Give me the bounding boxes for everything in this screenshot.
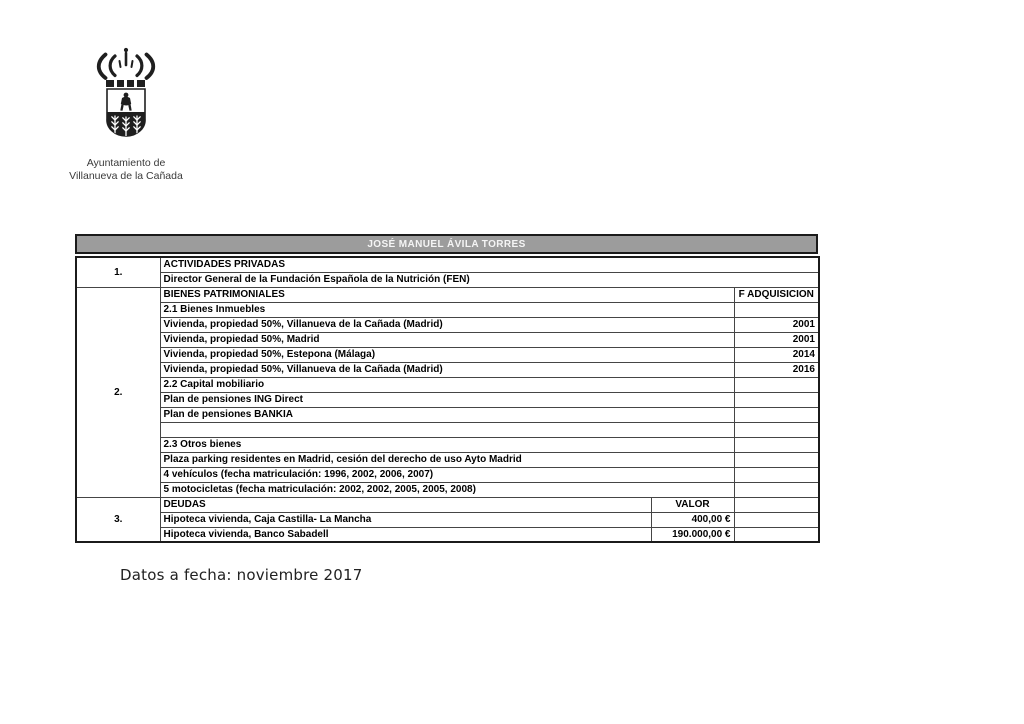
column-header-valor: VALOR (651, 497, 734, 512)
table-title-bar (75, 234, 818, 254)
crown-base (106, 80, 145, 87)
logo-caption (61, 157, 191, 183)
table-row (76, 332, 819, 347)
year-cell (734, 452, 819, 467)
crown-icon (99, 48, 154, 78)
row-text: Vivienda, propiedad 50%, Madrid (160, 332, 734, 347)
table-row (76, 512, 819, 527)
row-text: Plaza parking residentes en Madrid, cesión del derecho de uso Ayto Madrid (160, 452, 734, 467)
row-text: Vivienda, propiedad 50%, Villanueva de la Cañada (Madrid) (160, 317, 734, 332)
row-text: Plan de pensiones ING Direct (160, 392, 734, 407)
column-header-f-adquisicion: F ADQUISICION (734, 287, 819, 302)
table-row (76, 527, 819, 542)
declaration-table-body (75, 256, 820, 543)
row-text: 2.2 Capital mobiliario (160, 377, 734, 392)
row-text: 2.1 Bienes Inmuebles (160, 302, 734, 317)
section-number: 2. (76, 287, 160, 497)
municipal-logo (61, 46, 191, 183)
logo-caption-line2: Villanueva de la Cañada (69, 170, 183, 182)
logo-caption-line1: Ayuntamiento de (86, 157, 166, 169)
year-cell (734, 407, 819, 422)
table-row (76, 287, 819, 302)
year-cell: 2014 (734, 347, 819, 362)
valor-cell: 190.000,00 € (651, 527, 734, 542)
row-text: Vivienda, propiedad 50%, Villanueva de la Cañada (Madrid) (160, 362, 734, 377)
table-row (76, 347, 819, 362)
declaration-table (75, 234, 818, 543)
table-row (76, 302, 819, 317)
table-row (76, 422, 819, 437)
table-row (76, 272, 819, 287)
table-row (76, 392, 819, 407)
section-number: 3. (76, 497, 160, 542)
empty-cell (734, 527, 819, 542)
year-cell (734, 467, 819, 482)
year-cell: 2001 (734, 332, 819, 347)
row-text: 2.3 Otros bienes (160, 437, 734, 452)
row-text (160, 422, 734, 437)
valor-cell: 400,00 € (651, 512, 734, 527)
row-text: 5 motocicletas (fecha matriculación: 2002, 2002, 2005, 2005, 2008) (160, 482, 734, 497)
table-row (76, 452, 819, 467)
year-cell (734, 377, 819, 392)
table-row (76, 437, 819, 452)
table-title: JOSÉ MANUEL ÁVILA TORRES (367, 238, 526, 250)
year-cell: 2016 (734, 362, 819, 377)
table-row (76, 467, 819, 482)
year-cell (734, 392, 819, 407)
row-text: BIENES PATRIMONIALES (160, 287, 734, 302)
row-text: 4 vehículos (fecha matriculación: 1996, 2002, 2006, 2007) (160, 467, 734, 482)
row-text: ACTIVIDADES PRIVADAS (160, 257, 819, 272)
table-row (76, 257, 819, 272)
table-row (76, 407, 819, 422)
year-cell (734, 422, 819, 437)
footer-note: Datos a fecha: noviembre 2017 (120, 566, 363, 584)
year-cell (734, 482, 819, 497)
section-number: 1. (76, 257, 160, 287)
row-text: Vivienda, propiedad 50%, Estepona (Málaga) (160, 347, 734, 362)
coat-of-arms-icon (92, 46, 160, 152)
year-cell (734, 437, 819, 452)
table-row (76, 482, 819, 497)
table-row (76, 497, 819, 512)
empty-cell (734, 512, 819, 527)
table-row (76, 317, 819, 332)
table-row (76, 362, 819, 377)
year-cell: 2001 (734, 317, 819, 332)
row-text: Hipoteca vivienda, Caja Castilla- La Mancha (160, 512, 651, 527)
row-text: Hipoteca vivienda, Banco Sabadell (160, 527, 651, 542)
year-cell (734, 302, 819, 317)
row-text: Director General de la Fundación Española de la Nutrición (FEN) (160, 272, 819, 287)
empty-cell (734, 497, 819, 512)
row-text: DEUDAS (160, 497, 651, 512)
table-row (76, 377, 819, 392)
row-text: Plan de pensiones BANKIA (160, 407, 734, 422)
